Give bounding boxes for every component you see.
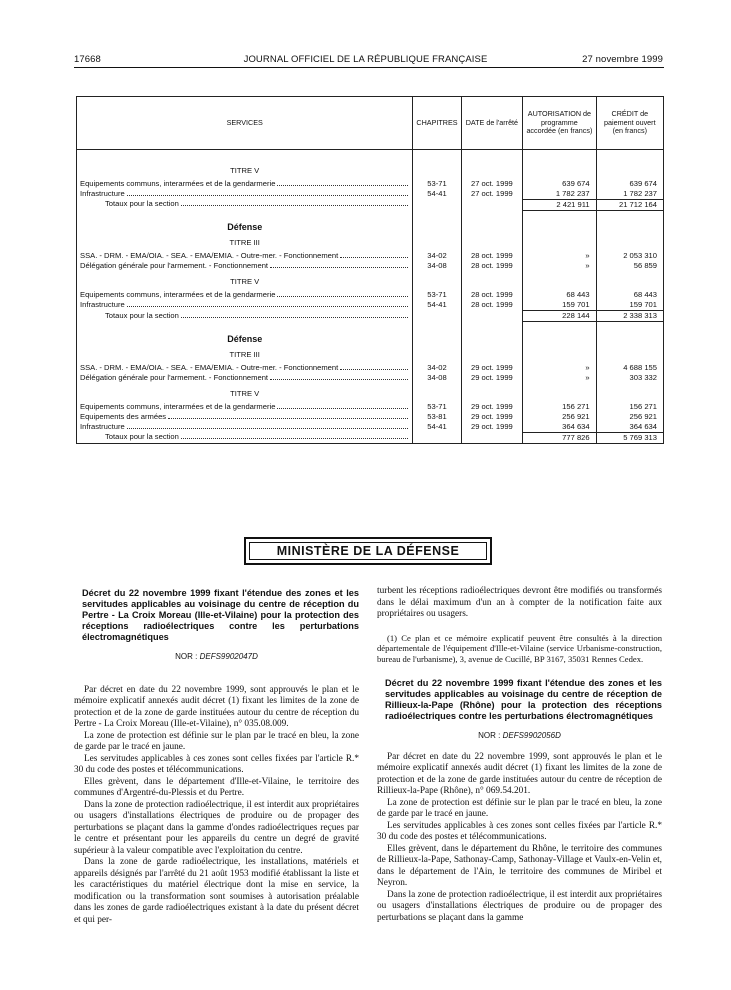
autorisation-cell: 256 921	[523, 412, 596, 422]
spacer-row	[77, 322, 664, 332]
row-label-text: Equipements communs, interarmées et de la gendarmerie	[80, 290, 276, 299]
empty-cell	[413, 344, 461, 363]
autorisation-cell: »	[523, 373, 596, 383]
subheading-row	[77, 344, 664, 363]
row-label-text: SSA. - DRM. - EMA/OIA. - SEA. - EMA/EMIA. - Outre-mer. - Fonctionnement	[80, 251, 339, 260]
credit-cell: 256 921	[596, 412, 663, 422]
row-label-text: Infrastructure	[80, 421, 125, 431]
table-row	[77, 251, 664, 261]
empty-cell	[461, 160, 523, 179]
empty-cell	[461, 322, 523, 332]
table-row	[77, 189, 664, 200]
credit-cell: 303 332	[596, 373, 663, 383]
row-label-text: SSA. - DRM. - EMA/OIA. - SEA. - EMA/EMIA. - Outre-mer. - Fonctionnement	[80, 362, 339, 372]
subheading-row	[77, 160, 664, 179]
credit-cell: 21 712 164	[596, 199, 663, 210]
body-paragraph: Elles grèvent, dans le département d'Ille-et-Vilaine, le territoire des communes d'Argentré-du-Plessis et du Pertre.	[74, 776, 359, 798]
credit-cell: 56 859	[596, 261, 663, 271]
credit-cell: 156 271	[596, 402, 663, 412]
empty-cell	[596, 344, 663, 363]
empty-cell	[596, 232, 663, 251]
empty-cell	[523, 232, 596, 251]
dot-leader	[181, 311, 409, 318]
empty-cell	[596, 322, 663, 332]
table-row	[77, 412, 664, 422]
row-label-text: Totaux pour la section	[105, 199, 179, 208]
chapter-cell: 53-71	[413, 290, 461, 300]
table-row	[77, 373, 664, 383]
decree2-nor: NOR : DEFS9902056D	[478, 731, 561, 740]
service-label	[77, 179, 413, 189]
dot-leader	[270, 261, 408, 268]
autorisation-cell: 1 782 237	[523, 189, 596, 200]
header-chapitres: CHAPITRES	[413, 97, 461, 150]
empty-cell	[413, 383, 461, 402]
total-row	[77, 199, 664, 210]
credit-cell: 1 782 237	[596, 189, 663, 200]
dot-leader	[181, 432, 409, 439]
empty-cell	[596, 332, 663, 344]
ministry-heading: MINISTÈRE DE LA DÉFENSE	[249, 542, 487, 560]
autorisation-cell: »	[523, 261, 596, 271]
left-column	[74, 588, 359, 926]
autorisation-cell: »	[523, 251, 596, 261]
credit-cell: 68 443	[596, 290, 663, 300]
total-row	[77, 311, 664, 322]
credit-cell: 159 701	[596, 300, 663, 311]
table-header-row	[77, 97, 664, 150]
body-paragraph: Dans la zone de garde radioélectrique, les installations, matériels et appareils désignés par l'arrêté du 21 août 1953 modifié établissant la liste et les caractéristiques du matériel électrique dont la mise en service, la modification ou la transformation sont soumises à autorisation préalable dans les zones de garde radioélectriques existant à la date du présent décret et qui per-	[74, 857, 359, 925]
section-label: Défense	[77, 332, 413, 344]
autorisation-cell: 159 701	[523, 300, 596, 311]
credit-cell: 4 688 155	[596, 363, 663, 373]
page-number: 17668	[74, 54, 101, 65]
empty-cell	[523, 383, 596, 402]
empty-cell	[461, 332, 523, 344]
date-cell: 29 oct. 1999	[461, 422, 523, 433]
date-cell: 27 oct. 1999	[461, 179, 523, 189]
dot-leader	[277, 402, 408, 409]
issue-date: 27 novembre 1999	[582, 54, 663, 65]
decree1-title: Décret du 22 novembre 1999 fixant l'étendue des zones et les servitudes applicables au voisinage du centre de réception du Pertre - La Croix Moreau (Ille-et-Vilaine) pour la protection des réceptions radioélectriques contre les perturbations électromagnétiques	[82, 588, 359, 642]
body-paragraph: Par décret en date du 22 novembre 1999, sont approuvés le plan et le mémoire explicatif annexés audit décret (1) fixant les limites de la zone de protection et de la zone de garde instituées autour du centre de réception de Rillieux-la-Pape (Rhône), n° 069.54.201.	[377, 751, 662, 796]
chapter-cell: 34-02	[413, 251, 461, 261]
service-label	[77, 300, 413, 311]
titre-label: TITRE V	[77, 271, 413, 290]
section-label: Défense	[77, 220, 413, 232]
credit-cell: 364 634	[596, 422, 663, 433]
credit-cell: 5 769 313	[596, 432, 663, 443]
table-body	[77, 150, 664, 444]
empty-cell	[596, 271, 663, 290]
service-label	[77, 422, 413, 433]
empty-cell	[77, 210, 413, 220]
date-cell: 29 oct. 1999	[461, 373, 523, 383]
decree2-body	[377, 752, 662, 925]
ministry-heading-box	[244, 537, 492, 565]
dot-leader	[340, 251, 408, 258]
date-cell: 29 oct. 1999	[461, 412, 523, 422]
dot-leader	[127, 300, 409, 307]
chapter-cell: 34-02	[413, 363, 461, 373]
titre-label: TITRE V	[77, 160, 413, 179]
dot-leader	[181, 199, 409, 206]
autorisation-cell: »	[523, 363, 596, 373]
section-heading-row	[77, 220, 664, 232]
chapter-cell: 34-08	[413, 373, 461, 383]
empty-cell	[461, 271, 523, 290]
table-row	[77, 422, 664, 433]
empty-cell	[413, 271, 461, 290]
dot-leader	[127, 189, 409, 196]
empty-cell	[413, 322, 461, 332]
header-date: DATE de l'arrêté	[461, 97, 523, 150]
empty-cell	[523, 271, 596, 290]
service-label	[77, 251, 413, 261]
dot-leader	[277, 290, 408, 297]
date-cell: 28 oct. 1999	[461, 261, 523, 271]
titre-label: TITRE V	[77, 383, 413, 402]
titre-label: TITRE III	[77, 344, 413, 363]
empty-cell	[596, 210, 663, 220]
empty-cell	[523, 344, 596, 363]
service-label	[77, 402, 413, 412]
spacer-row	[77, 210, 664, 220]
subheading-row	[77, 232, 664, 251]
table-row	[77, 179, 664, 189]
body-paragraph: Les servitudes applicables à ces zones sont celles fixées par l'article R.* 30 du code des postes et télécommunications.	[74, 753, 359, 775]
decree1-footnote: (1) Ce plan et ce mémoire explicatif peuvent être consultés à la direction départementale de l'équipement d'Ille-et-Vilaine (service Urbanisme-construction, bureau de l'urbanisme), 3, avenue de Cucillé, BP 3167, 35031 Rennes Cedex.	[377, 632, 662, 664]
chapter-cell	[413, 432, 461, 443]
empty-cell	[77, 322, 413, 332]
decree2-title: Décret du 22 novembre 1999 fixant l'étendue des zones et les servitudes applicables au voisinage du centre de réception de Rillieux-la-Pape (Rhône) pour la protection des réceptions radioélectriques contre les perturbations électromagnétiques	[385, 678, 662, 721]
row-label-text: Infrastructure	[80, 300, 125, 309]
date-cell	[461, 311, 523, 322]
chapter-cell: 53-71	[413, 402, 461, 412]
date-cell	[461, 432, 523, 443]
chapter-cell	[413, 199, 461, 210]
body-paragraph: Dans la zone de protection radioélectrique, il est interdit aux propriétaires ou usagers d'installations électriques de produire ou de propager des perturbations se plaçant dans la gamme	[377, 889, 662, 923]
empty-cell	[413, 232, 461, 251]
row-label-text: Délégation générale pour l'armement. - Fonctionnement	[80, 261, 269, 270]
total-row	[77, 432, 664, 443]
autorisation-cell: 639 674	[523, 179, 596, 189]
date-cell	[461, 199, 523, 210]
date-cell: 27 oct. 1999	[461, 189, 523, 200]
body-paragraph: La zone de protection est définie sur le plan par le tracé en bleu, la zone de garde par le tracé en jaune.	[377, 797, 662, 819]
empty-cell	[596, 220, 663, 232]
table-row	[77, 300, 664, 311]
empty-cell	[461, 344, 523, 363]
body-paragraph: Par décret en date du 22 novembre 1999, sont approuvés le plan et le mémoire explicatif annexés audit décret (1) fixant les limites de la zone de protection et de la zone de garde instituées autour du centre de réception du Pertre - La Croix Moreau (Ille-et-Vilaine), n° 035.08.009.	[74, 684, 359, 729]
row-label-text: Equipements communs, interarmées et de la gendarmerie	[80, 401, 276, 411]
dot-leader	[127, 422, 409, 429]
empty-cell	[596, 383, 663, 402]
empty-cell	[461, 383, 523, 402]
row-label-text: Délégation générale pour l'armement. - Fonctionnement	[80, 372, 269, 382]
dot-leader	[277, 179, 408, 186]
table-row	[77, 402, 664, 412]
service-label	[77, 373, 413, 383]
total-label	[77, 311, 413, 322]
dot-leader	[270, 373, 408, 380]
chapter-cell: 34-08	[413, 261, 461, 271]
row-label-text: Totaux pour la section	[105, 310, 179, 320]
dot-leader	[340, 363, 408, 370]
empty-cell	[523, 332, 596, 344]
body-paragraph: La zone de protection est définie sur le plan par le tracé en bleu, la zone de garde par le tracé en jaune.	[74, 730, 359, 752]
empty-cell	[461, 220, 523, 232]
header-services: SERVICES	[77, 97, 413, 150]
right-column	[377, 586, 662, 924]
journal-title: JOURNAL OFFICIEL DE LA RÉPUBLIQUE FRANÇAISE	[243, 54, 488, 65]
service-label	[77, 261, 413, 271]
autorisation-cell: 228 144	[523, 311, 596, 322]
chapter-cell: 53-71	[413, 179, 461, 189]
empty-cell	[461, 210, 523, 220]
date-cell: 29 oct. 1999	[461, 363, 523, 373]
empty-cell	[461, 232, 523, 251]
empty-cell	[413, 210, 461, 220]
header-autorisation: AUTORISATION de programme accordée (en francs)	[523, 97, 596, 150]
header-rule	[74, 67, 664, 68]
row-label-text: Equipements des armées	[80, 411, 167, 421]
empty-cell	[413, 220, 461, 232]
row-label-text: Totaux pour la section	[105, 432, 179, 441]
date-cell: 28 oct. 1999	[461, 251, 523, 261]
autorisation-cell: 68 443	[523, 290, 596, 300]
chapter-cell: 54-41	[413, 422, 461, 433]
decree1-nor: NOR : DEFS9902047D	[175, 652, 258, 661]
body-paragraph: Elles grèvent, dans le département du Rhône, le territoire des communes de Rillieux-la-Pape, Sathonay-Camp, Sathonay-Village et Vaulx-en-Velin et, dans le département de l'Ain, le territoire des communes de Miribel et Neyron.	[377, 843, 662, 888]
service-label	[77, 363, 413, 373]
table-row	[77, 290, 664, 300]
service-label	[77, 290, 413, 300]
chapter-cell: 54-41	[413, 189, 461, 200]
budget-table	[76, 96, 664, 444]
autorisation-cell: 2 421 911	[523, 199, 596, 210]
empty-cell	[523, 322, 596, 332]
section-heading-row	[77, 332, 664, 344]
body-paragraph: Les servitudes applicables à ces zones sont celles fixées par l'article R.* 30 du code des postes et télécommunications.	[377, 820, 662, 842]
body-paragraph: Dans la zone de protection radioélectrique, il est interdit aux propriétaires ou usagers d'installations électriques de produire ou de propager des perturbations se plaçant dans la gamme d'ondes radioélectriques reçues par le centre et présentant pour les appareils du centre un degré de gravité supérieur à la valeur compatible avec l'exploitation du centre.	[74, 799, 359, 856]
empty-cell	[413, 160, 461, 179]
empty-cell	[523, 210, 596, 220]
service-label	[77, 412, 413, 422]
table-row	[77, 261, 664, 271]
credit-cell: 2 053 310	[596, 251, 663, 261]
empty-cell	[413, 332, 461, 344]
autorisation-cell: 364 634	[523, 422, 596, 433]
empty-cell	[523, 160, 596, 179]
header-credit: CRÉDIT de paiement ouvert (en francs)	[596, 97, 663, 150]
empty-cell	[596, 160, 663, 179]
total-label	[77, 199, 413, 210]
dot-leader	[168, 412, 408, 419]
subheading-row	[77, 383, 664, 402]
chapter-cell: 53-81	[413, 412, 461, 422]
subheading-row	[77, 271, 664, 290]
row-label-text: Infrastructure	[80, 188, 125, 198]
decree1-continuation: turbent les réceptions radioélectriques devront être modifiés ou transformés dans le délai maximum d'un an à compter de la notification faite aux propriétaires ou usagers.	[377, 586, 662, 619]
titre-label: TITRE III	[77, 232, 413, 251]
empty-cell	[523, 220, 596, 232]
total-label	[77, 432, 413, 443]
date-cell: 28 oct. 1999	[461, 290, 523, 300]
autorisation-cell: 156 271	[523, 402, 596, 412]
credit-cell: 639 674	[596, 179, 663, 189]
chapter-cell	[413, 311, 461, 322]
date-cell: 28 oct. 1999	[461, 300, 523, 311]
service-label	[77, 189, 413, 200]
row-label-text: Equipements communs, interarmées et de la gendarmerie	[80, 178, 276, 188]
decree1-body	[74, 685, 359, 927]
autorisation-cell: 777 826	[523, 432, 596, 443]
date-cell: 29 oct. 1999	[461, 402, 523, 412]
chapter-cell: 54-41	[413, 300, 461, 311]
credit-cell: 2 338 313	[596, 311, 663, 322]
table-row	[77, 363, 664, 373]
